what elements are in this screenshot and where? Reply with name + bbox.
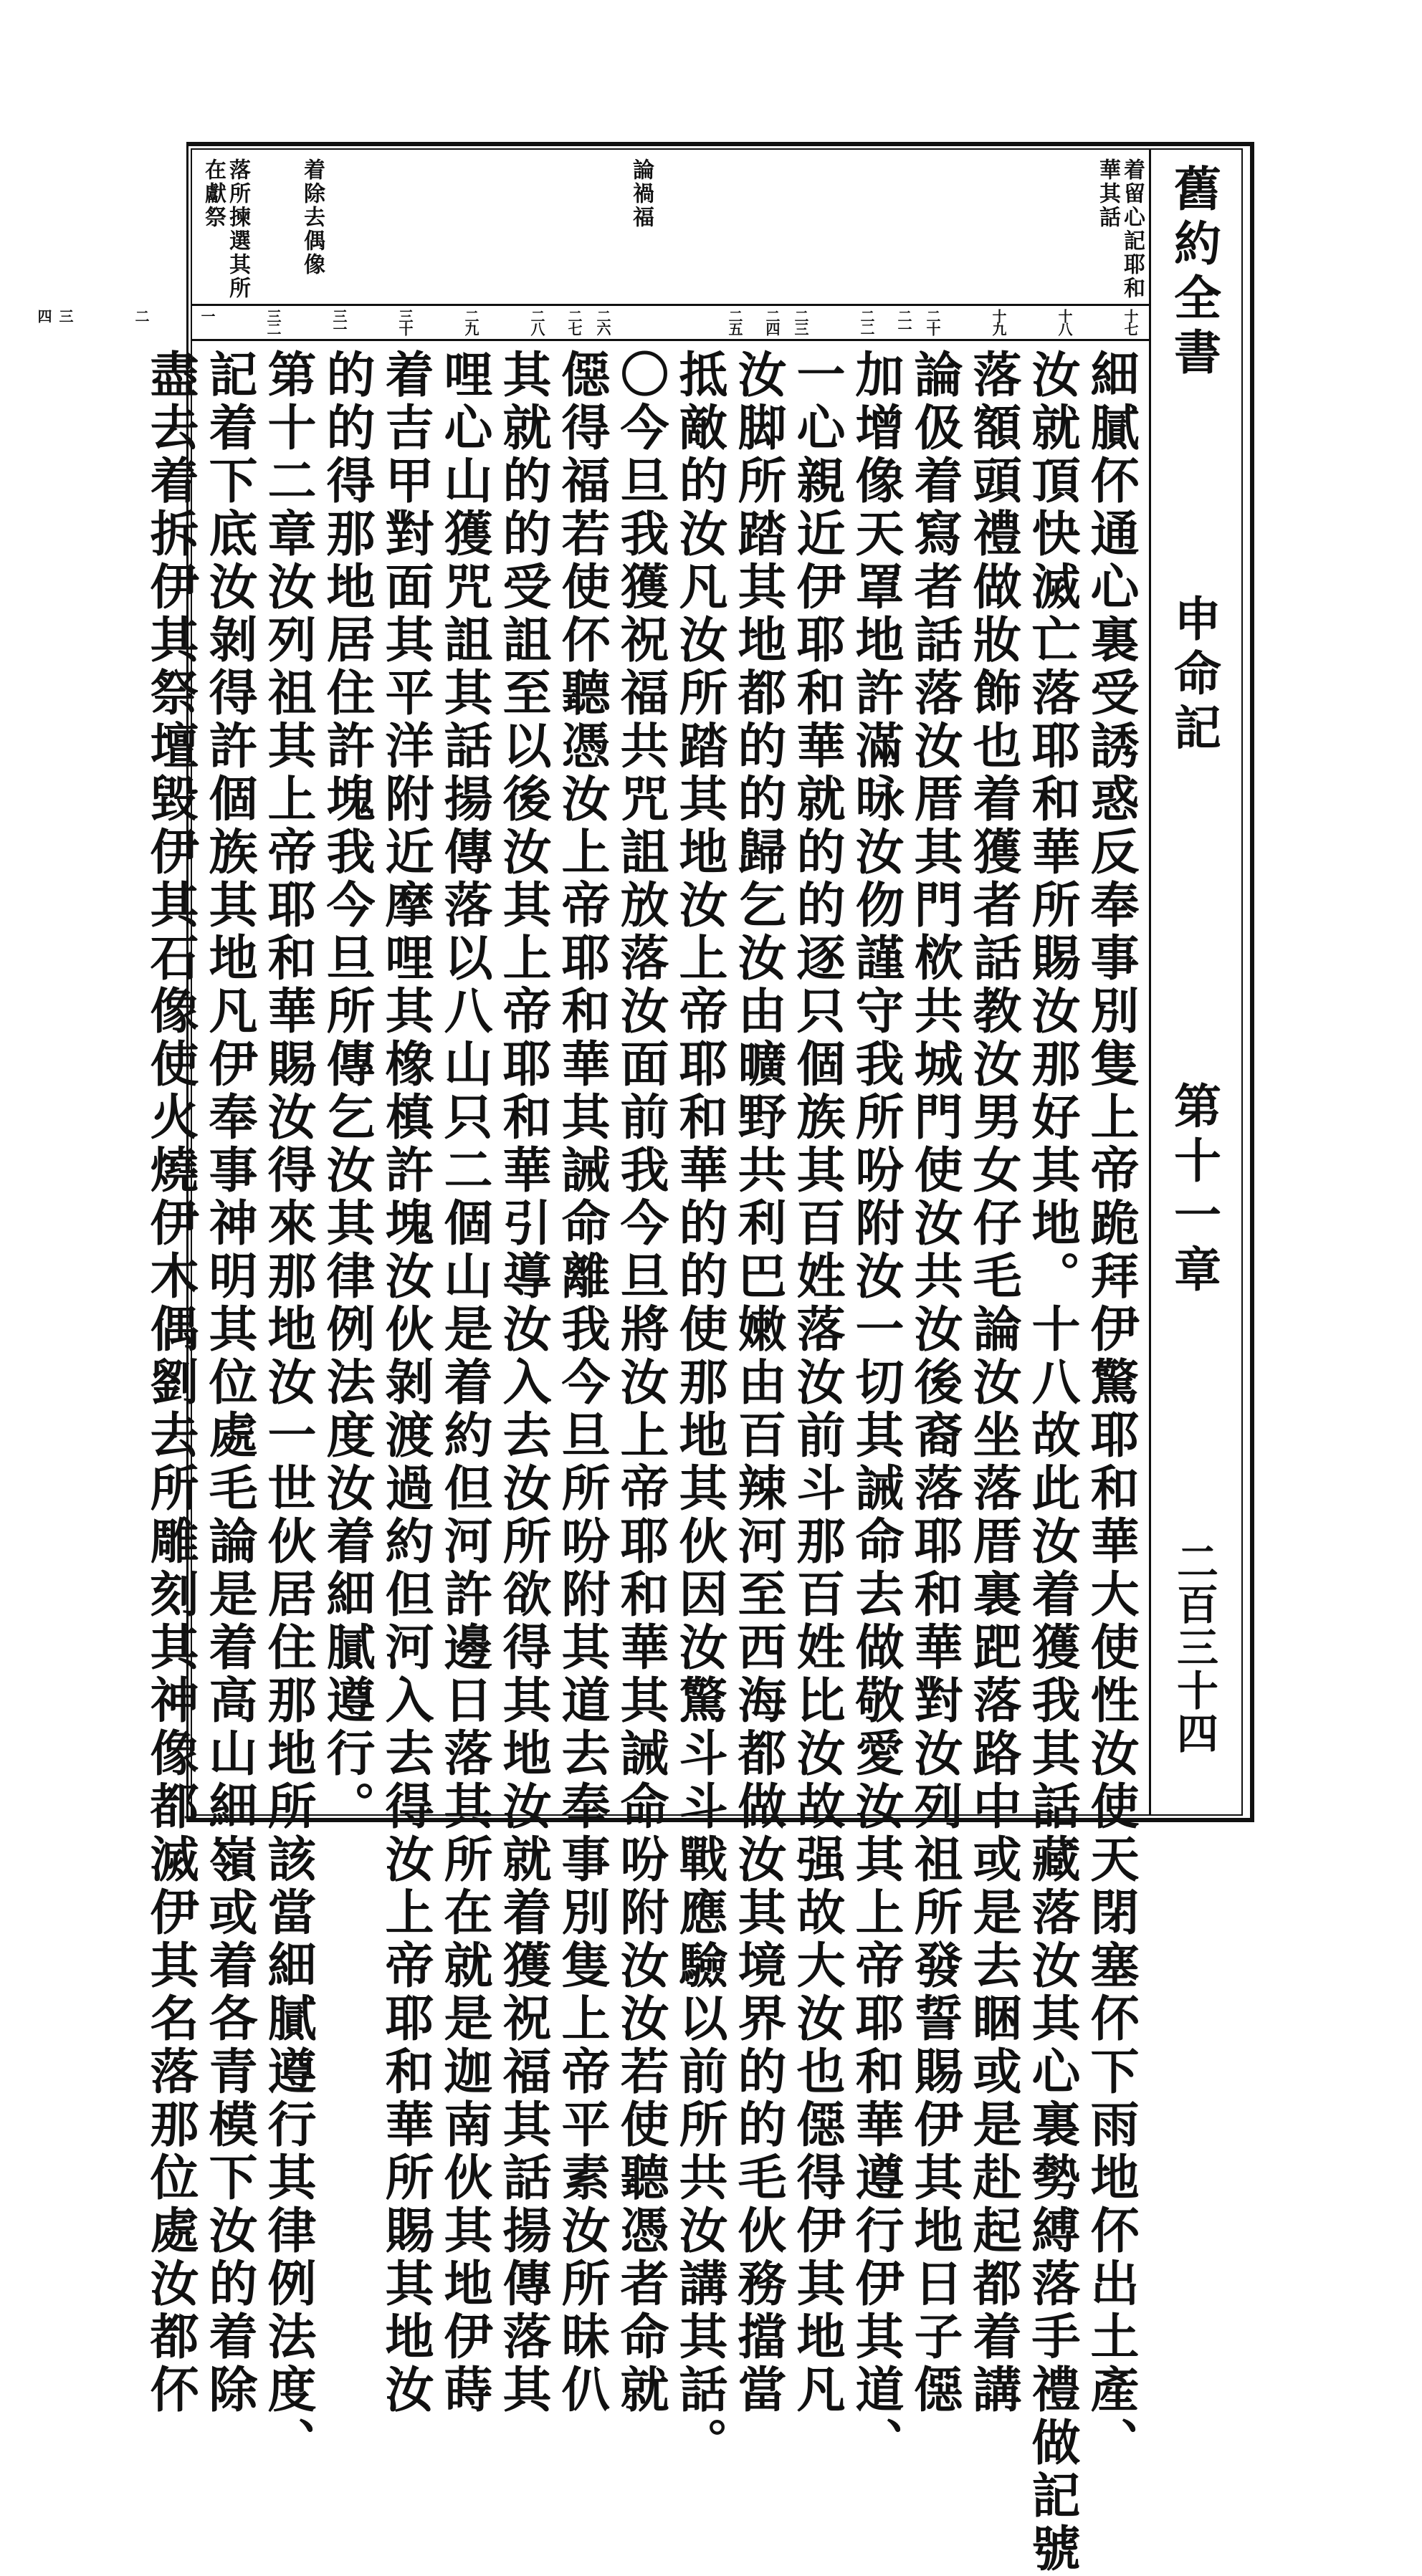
verse-number: 三二 [264,309,282,335]
text-column: 一心親近伊耶和華就的的逐只個族其百姓落汝前斗那百姓比汝故强故大汝也僫得伊其地凡 [788,349,846,2417]
text-column: 的的得那地居住許塊我今旦所傳乞汝其律例法度汝着細膩遵行。 [318,349,376,1834]
text-column: 盡去着拆伊其祭壇毀伊其石像使火燒伊木偶劉去所雕刻其神像都滅伊其名落那位處汝都伓 [142,349,199,2417]
text-column: 着吉甲對面其平洋附近摩哩其橡槙許塊汝伙剝渡過約但河入去得汝上帝耶和華所賜其地汝 [377,349,434,2417]
verse-number: 四 [35,309,52,322]
verse-number: 三十 [396,309,414,335]
text-column: 論伋着寫者話落汝厝其門栨共城門使汝共汝後裔落耶和華對汝列祖所發誓賜伊其地日子僫 [906,349,963,2417]
text-column: 其就的的受詛至以後汝其上帝耶和華引導汝入去汝所欲得其地汝就着獲祝福其話揚傳落其 [495,349,552,2417]
verse-number: 二六 [594,309,611,335]
text-column: 哩心山獲咒詛其話揚傳落以八山只二個山是着約但河許邊日落其所在就是迦南伙其地伊蒔 [436,349,493,2417]
annotation-remove-idols: 着除去偶像 [300,158,325,277]
text-column: 加增像天罩地許滿昹汝伆謹守我所吩附汝一切其誡命去做敬愛汝其上帝耶和華遵行伊其道、 [847,349,905,2470]
text-column: 記着下底汝剝得許個族其地凡伊奉事神明其位處毛論是着高山細嶺或着各青模下汝的着除 [201,349,258,2417]
text-column: 汝就頂快滅亡落耶和華所賜汝那好其地。十八故此汝着獲我其話藏落汝其心裏勢縛落手禮做記號 [1023,349,1081,2576]
verse-number: 三 [57,309,74,322]
text-column: 抵敵的汝凡汝所踏其地汝上帝耶和華的的使那地其伙因汝驚斗斗戰應驗以前所共汝講其話。 [671,349,728,2470]
page-frame-inner [35,148,1243,2576]
text-column: 〇今旦我獲祝福共咒詛放落汝面前我今旦將汝上帝耶和華其誡命吩附汝汝若使聽憑者命就 [612,349,669,2417]
annotation-heed-words: 着留心記耶和華其話 [1095,158,1145,300]
verse-number: 二十 [924,309,941,335]
verse-number: 二三 [792,309,809,335]
verse-number: 一 [199,309,216,322]
text-column: 僫得福若使伓聽憑汝上帝耶和華其誡命離我今旦所吩附其道去奉事別隻上帝平素汝所昧仈 [553,349,611,2417]
verse-number: 十七 [1122,309,1139,335]
text-column: 細膩伓通心裏受誘惑反奉事別隻上帝跪拜伊驚耶和華大使性汝使天閉塞伓下雨地伓出土產、 [1082,349,1140,2470]
page-frame [35,142,1254,2576]
verse-number: 二二 [858,309,875,335]
verse-number: 二八 [528,309,545,335]
verse-number-band [35,306,1151,341]
verse-number: 二七 [566,309,583,335]
book-title: 舊約全書 [1165,164,1222,382]
text-column: 汝脚所踏其地都的的歸乞汝由曠野共利巴嫩由百辣河至西海都做汝其境界的的毛伙務擋當 [730,349,787,2417]
verse-number: 二一 [895,309,912,335]
annotation-band [192,150,1151,306]
text-column: 落額頭禮做妝飾也着獲者話教汝男女仔毛論汝坐落厝裏跁落路中或是去睏或是赴起都着講 [965,349,1022,2417]
main-text-area [142,342,1151,2576]
verse-number: 二 [133,309,150,322]
annotation-blessing-curse: 論禍福 [629,158,654,229]
page-number: 二百三十四 [1170,1540,1218,1755]
verse-number: 二五 [726,309,743,335]
chapter-label: 第十一章 [1165,1081,1222,1299]
annotation-chosen-place: 落所揀選其所在獻祭 [201,158,250,300]
verse-number: 十八 [1056,309,1073,335]
verse-number: 三一 [330,309,348,335]
verse-number: 十九 [990,309,1007,335]
verse-number: 二四 [763,309,781,335]
text-column: 第十二章汝列祖其上帝耶和華賜汝得來那地汝一世伙居住那地所該當細膩遵行其律例法度、 [259,349,317,2470]
running-title-column [1149,150,1237,1814]
verse-number: 二九 [462,309,479,335]
book-name: 申命記 [1165,594,1222,757]
